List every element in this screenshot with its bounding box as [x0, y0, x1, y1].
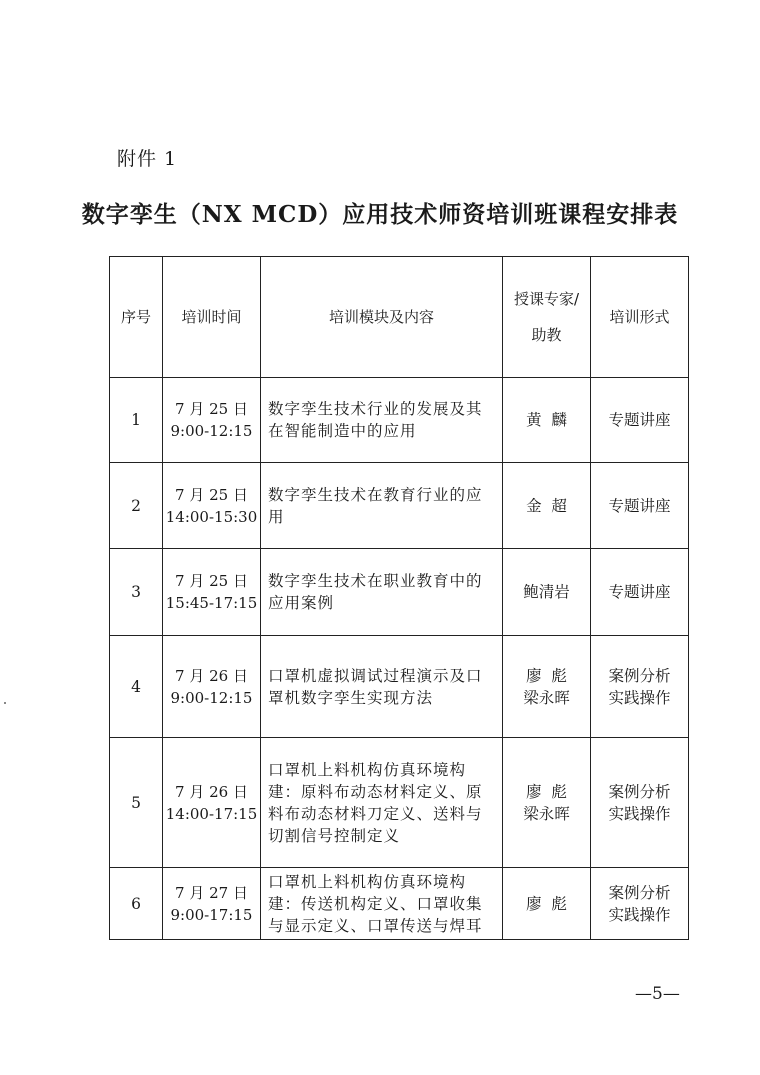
- row-no: 2: [110, 463, 163, 549]
- row-date: 7 月 26 日: [175, 666, 248, 685]
- header-module: 培训模块及内容: [261, 257, 503, 378]
- margin-mark: [4, 702, 6, 704]
- page-number: —5—: [635, 984, 680, 1004]
- table-header-row: [110, 257, 689, 378]
- row-time-range: 14:00-17:15: [165, 804, 258, 823]
- row-content: [261, 738, 503, 868]
- table-row: [110, 549, 689, 636]
- expert-name: 廖 彪: [526, 782, 567, 801]
- row-content: [261, 868, 503, 940]
- content-line: 用: [268, 507, 285, 526]
- form-line: 案例分析: [608, 666, 671, 685]
- content-line: 罩机数字孪生实现方法: [268, 688, 434, 707]
- form-line: 专题讲座: [608, 411, 671, 429]
- header-expert-line2: 助教: [531, 326, 562, 344]
- content-line: 口罩机虚拟调试过程演示及口: [268, 666, 483, 685]
- table-row: [110, 463, 689, 549]
- row-expert: [503, 378, 591, 463]
- row-form: [591, 636, 689, 738]
- expert-name: 黄 麟: [526, 411, 567, 429]
- row-time-range: 9:00-12:15: [170, 688, 253, 707]
- row-time-range: 15:45-17:15: [165, 594, 258, 612]
- row-expert: [503, 868, 591, 940]
- row-form: [591, 463, 689, 549]
- content-line: 在智能制造中的应用: [268, 422, 417, 440]
- expert-name: 廖 彪: [526, 666, 567, 685]
- expert-name: 金 超: [526, 496, 567, 515]
- row-time-range: 14:00-15:30: [165, 507, 258, 526]
- content-line: 应用案例: [268, 594, 335, 612]
- form-line: 实践操作: [608, 804, 671, 823]
- expert-name: 鲍清岩: [523, 583, 570, 601]
- form-line: 专题讲座: [608, 496, 671, 515]
- row-date: 7 月 25 日: [175, 400, 248, 418]
- row-time: [163, 463, 261, 549]
- content-line: 数字孪生技术行业的发展及其: [268, 400, 483, 418]
- row-content: [261, 636, 503, 738]
- row-time: [163, 636, 261, 738]
- document-title: 数字孪生（NX MCD）应用技术师资培训班课程安排表: [81, 201, 679, 228]
- header-expert: [503, 257, 591, 378]
- header-time: 培训时间: [163, 257, 261, 378]
- form-line: 专题讲座: [608, 583, 671, 601]
- course-schedule-table: [109, 256, 689, 940]
- row-time: [163, 868, 261, 940]
- row-content: [261, 463, 503, 549]
- row-no: 1: [110, 378, 163, 463]
- row-form: [591, 868, 689, 940]
- row-time-range: 9:00-12:15: [170, 422, 253, 440]
- row-time: [163, 549, 261, 636]
- form-line: 实践操作: [608, 905, 671, 924]
- content-line: 建：原料布动态材料定义、原: [268, 782, 483, 801]
- row-no: 5: [110, 738, 163, 868]
- row-form: [591, 738, 689, 868]
- row-date: 7 月 26 日: [175, 782, 248, 801]
- table-row: [110, 636, 689, 738]
- header-no: 序号: [110, 257, 163, 378]
- table-row: [110, 738, 689, 868]
- row-expert: [503, 738, 591, 868]
- content-line: 料布动态材料刀定义、送料与: [268, 804, 483, 823]
- row-expert: [503, 463, 591, 549]
- row-content: [261, 378, 503, 463]
- content-line: 与显示定义、口罩传送与焊耳: [268, 916, 483, 935]
- row-expert: [503, 549, 591, 636]
- row-date: 7 月 27 日: [175, 883, 248, 902]
- content-line: 口罩机上料机构仿真环境构: [268, 872, 467, 891]
- row-no: 4: [110, 636, 163, 738]
- attachment-label: 附件 1: [117, 148, 178, 170]
- row-form: [591, 378, 689, 463]
- row-form: [591, 549, 689, 636]
- row-time-range: 9:00-17:15: [170, 905, 253, 924]
- row-time: [163, 378, 261, 463]
- form-line: 案例分析: [608, 883, 671, 902]
- content-line: 数字孪生技术在职业教育中的: [268, 572, 483, 590]
- row-no: 6: [110, 868, 163, 940]
- row-content: [261, 549, 503, 636]
- form-line: 案例分析: [608, 782, 671, 801]
- table-row: [110, 378, 689, 463]
- row-date: 7 月 25 日: [175, 485, 248, 504]
- row-no: 3: [110, 549, 163, 636]
- content-line: 数字孪生技术在教育行业的应: [268, 485, 483, 504]
- header-form: 培训形式: [591, 257, 689, 378]
- header-expert-line1: 授课专家/: [513, 290, 580, 308]
- expert-name: 梁永晖: [523, 688, 570, 707]
- form-line: 实践操作: [608, 688, 671, 707]
- content-clip: [268, 871, 497, 937]
- content-line: 建：传送机构定义、口罩收集: [268, 894, 483, 913]
- content-line: 切割信号控制定义: [268, 826, 401, 845]
- content-line: 口罩机上料机构仿真环境构: [268, 760, 467, 779]
- table-row: [110, 868, 689, 940]
- row-expert: [503, 636, 591, 738]
- expert-name: 梁永晖: [523, 804, 570, 823]
- row-time: [163, 738, 261, 868]
- expert-name: 廖 彪: [526, 894, 567, 913]
- row-date: 7 月 25 日: [175, 572, 248, 590]
